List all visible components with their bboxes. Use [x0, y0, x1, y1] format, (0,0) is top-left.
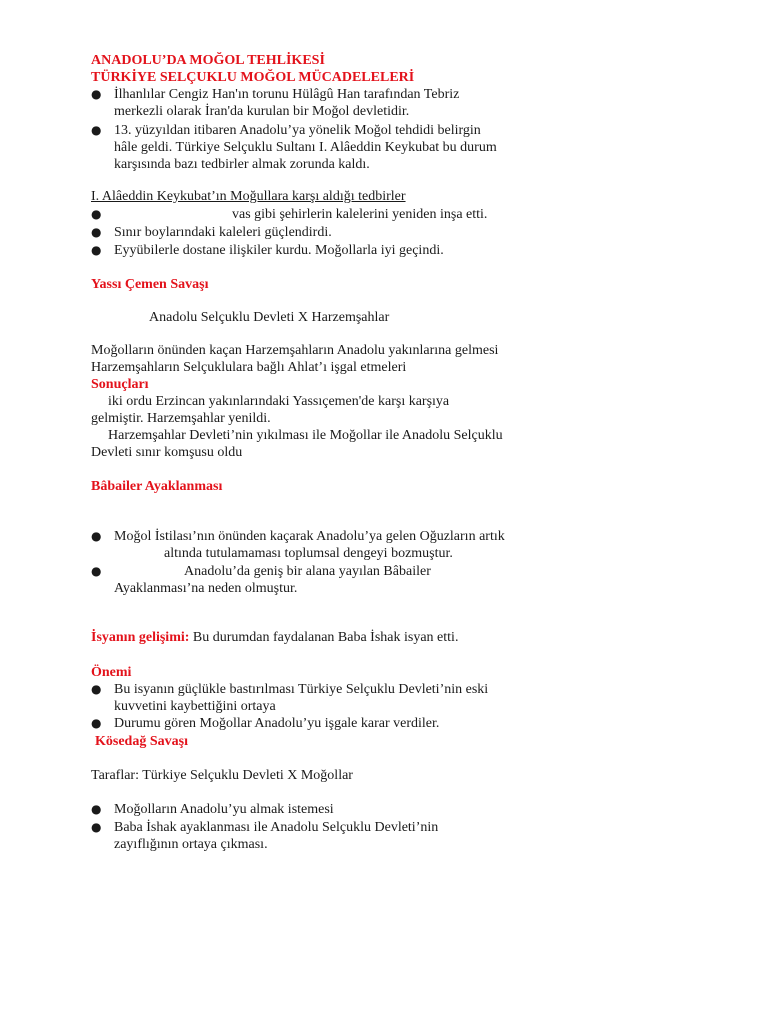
keykubat-item-1: vas gibi şehirlerin kalelerini yeniden inşa etti. — [232, 207, 488, 222]
yassi-result-line-2: gelmiştir. Harzemşahlar yenildi. — [91, 411, 271, 426]
bullet-icon — [91, 563, 101, 580]
bullet-icon — [91, 819, 101, 836]
bullet-icon — [91, 528, 101, 545]
bullet-icon — [91, 681, 101, 698]
title-line-1: ANADOLU’DA MOĞOL TEHLİKESİ — [91, 53, 325, 68]
babai-heading: Bâbailer Ayaklanması — [91, 479, 223, 494]
bullet-icon — [91, 715, 101, 732]
kosedag-item-2-line-1: Baba İshak ayaklanması ile Anadolu Selçuklu Devleti’nin — [114, 820, 439, 835]
bullet-icon — [91, 206, 101, 223]
importance-heading: Önemi — [91, 665, 132, 680]
yassi-result-line-1: iki ordu Erzincan yakınlarındaki Yassıçemen'de karşı karşıya — [108, 394, 450, 409]
importance-2: Durumu gören Moğollar Anadolu’yu işgale karar verdiler. — [114, 716, 440, 731]
yassi-sides: Anadolu Selçuklu Devleti X Harzemşahlar — [149, 310, 390, 325]
title-line-2: TÜRKİYE SELÇUKLU MOĞOL MÜCADELELERİ — [91, 70, 415, 85]
yassi-cause-2: Harzemşahların Selçuklulara bağlı Ahlat’ı işgal etmeleri — [91, 360, 407, 375]
keykubat-item-2: Sınır boylarındaki kaleleri güçlendirdi. — [114, 225, 332, 240]
keykubat-heading: I. Alâeddin Keykubat’ın Moğullara karşı aldığı tedbirler — [91, 189, 406, 204]
development-label: İsyanın gelişimi: — [91, 630, 190, 645]
yassi-results-heading: Sonuçları — [91, 377, 149, 392]
yassi-result-line-4: Devleti sınır komşusu oldu — [91, 445, 243, 460]
bullet-icon — [91, 86, 101, 103]
importance-1-line-1: Bu isyanın güçlükle bastırılması Türkiye Selçuklu Devleti’nin eski — [114, 682, 489, 697]
intro-2-line-1: 13. yüzyıldan itibaren Anadolu’ya yönelik Moğol tehdidi belirgin — [114, 123, 481, 138]
bullet-icon — [91, 801, 101, 818]
yassi-heading: Yassı Çemen Savaşı — [91, 277, 209, 292]
babai-development — [91, 629, 458, 646]
intro-1-line-2: merkezli olarak İran'da kurulan bir Moğol devletidir. — [114, 104, 410, 119]
intro-1-line-1: İlhanlılar Cengiz Han'ın torunu Hülâgû Han tarafından Tebriz — [114, 87, 460, 102]
babai-item-2-line-2: Ayaklanması’na neden olmuştur. — [114, 581, 298, 596]
bullet-icon — [91, 224, 101, 241]
yassi-cause-1: Moğolların önünden kaçan Harzemşahların Anadolu yakınlarına gelmesi — [91, 343, 499, 358]
bullet-icon — [91, 122, 101, 139]
kosedag-item-2-line-2: zayıflığının ortaya çıkması. — [114, 837, 268, 852]
importance-1-line-2: kuvvetini kaybettiğini ortaya — [114, 699, 276, 714]
keykubat-item-3: Eyyübilerle dostane ilişkiler kurdu. Moğollarla iyi geçindi. — [114, 243, 444, 258]
bullet-icon — [91, 242, 101, 259]
babai-item-1-line-2: altında tutulamaması toplumsal dengeyi bozmuştur. — [164, 546, 453, 561]
kosedag-item-1: Moğolların Anadolu’yu almak istemesi — [114, 802, 334, 817]
development-text: Bu durumdan faydalanan Baba İshak isyan etti. — [189, 630, 459, 645]
kosedag-heading: Kösedağ Savaşı — [95, 734, 188, 749]
babai-item-2-line-1: Anadolu’da geniş bir alana yayılan Bâbailer — [184, 564, 431, 579]
intro-2-line-3: karşısında bazı tedbirler almak zorunda kaldı. — [114, 157, 370, 172]
intro-2-line-2: hâle geldi. Türkiye Selçuklu Sultanı I. Alâeddin Keykubat bu durum — [114, 140, 497, 155]
babai-item-1-line-1: Moğol İstilası’nın önünden kaçarak Anadolu’ya gelen Oğuzların artık — [114, 529, 505, 544]
kosedag-sides: Taraflar: Türkiye Selçuklu Devleti X Moğollar — [91, 768, 353, 783]
yassi-result-line-3: Harzemşahlar Devleti’nin yıkılması ile Moğollar ile Anadolu Selçuklu — [108, 428, 503, 443]
